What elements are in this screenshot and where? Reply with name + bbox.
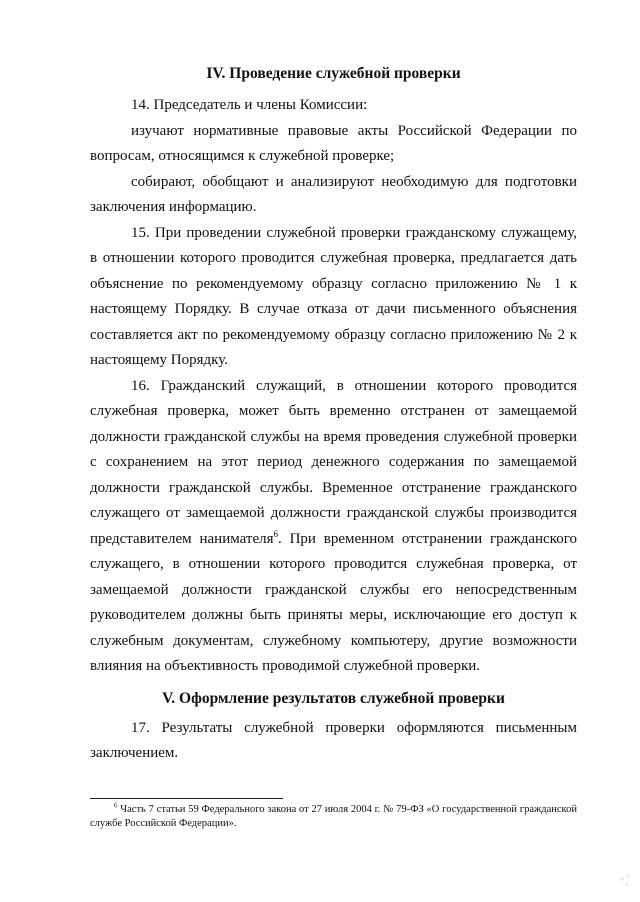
section-v-heading: V. Оформление результатов служебной проверки	[162, 689, 505, 707]
paragraph-14-item-2: собирают, обобщают и анализируют необходимую для подготовки заключения информацию.	[90, 173, 577, 215]
footnote-text: Часть 7 статьи 59 Федерального закона от 27 июля 2004 г. № 79-ФЗ «О государственной гражданской службе Российской Федерации».	[90, 804, 577, 829]
paragraph-14-item-1: изучают нормативные правовые акты Российской Федерации по вопросам, относящимся к служебной проверке;	[90, 122, 577, 164]
paragraph-15: 15. При проведении служебной проверки гражданскому служащему, в отношении которого проводится служебная проверка, предлагается дать объяснение по рекомендуемому образцу согласно приложению № 1 к настоящему Порядку. В случае отказа от дачи письменного объяснения составляется акт по рекомендуемому образцу согласно приложению № 2 к настоящему Порядку.	[90, 224, 577, 368]
document-body	[90, 64, 577, 767]
paragraph-16-text-start: 16. Гражданский служащий, в отношении которого проводится служебная проверка, может быть временно отстранен от замещаемой должности гражданской службы на время проведения служебной проверки с сохранением на этот период денежного содержания по замещаемой должности гражданской службы. Временное отстранение гражданского служащего от замещаемой должности гражданской службы производится представителем нанимателя	[90, 377, 577, 547]
footnote-reference: 6	[273, 528, 278, 539]
paragraph-14-intro: 14. Председатель и члены Комиссии:	[131, 97, 368, 113]
paragraph-16	[90, 374, 577, 680]
footnote-number: 6	[114, 801, 118, 810]
footnote-separator	[90, 798, 283, 799]
paragraph-16-text-end: . При временном отстранении гражданского служащего, в отношении которого проводится служебная проверка, от замещаемой должности гражданской службы его непосредственным руководителем должны быть приняты меры, исключающие его доступ к служебным документам, служебному компьютеру, другие возможности влияния на объективность проводимой служебной проверки.	[90, 530, 577, 674]
paragraph-17: 17. Результаты служебной проверки оформляются письменным заключением.	[90, 719, 577, 761]
footnote	[90, 803, 577, 831]
scan-artifact	[618, 872, 632, 890]
section-iv-heading: IV. Проведение служебной проверки	[206, 65, 461, 82]
